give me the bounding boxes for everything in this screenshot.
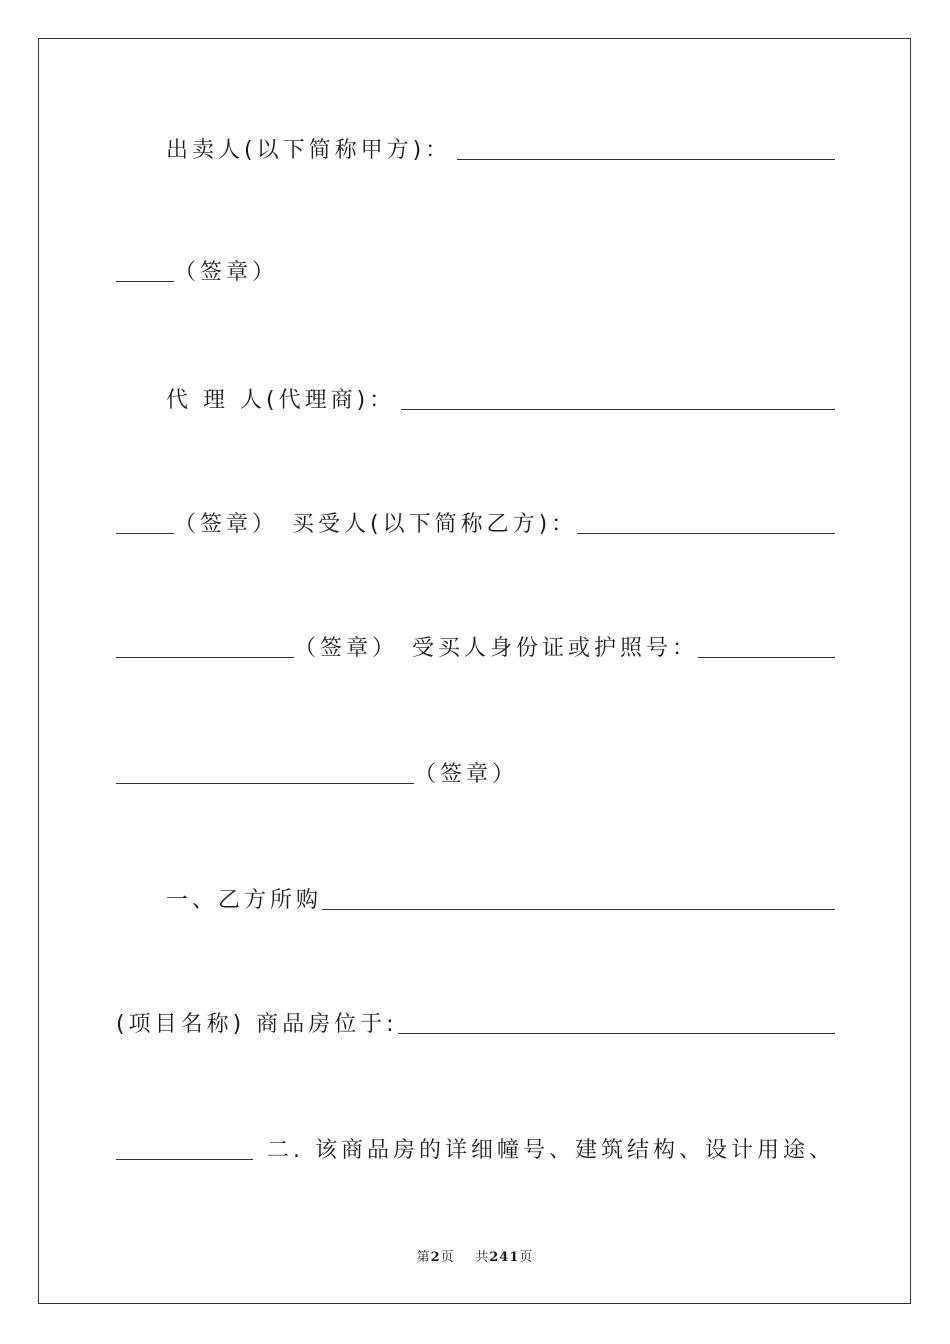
buyer-seal-id-line xyxy=(116,634,835,664)
total-prefix: 共 xyxy=(475,1250,490,1265)
seller-label: 出卖人(以下简称甲方)： xyxy=(166,138,452,163)
project-label: (项目名称) 商品房位于: xyxy=(116,1012,398,1037)
page-number: 2 xyxy=(430,1250,441,1265)
location-cont-blank[interactable] xyxy=(116,1158,253,1160)
clause-2-line xyxy=(116,1136,835,1166)
total-suffix: 页 xyxy=(519,1250,534,1265)
buyer-label: 买受人(以下简称乙方)： xyxy=(292,512,578,537)
agent-blank[interactable] xyxy=(401,408,835,410)
id-label: 受买人身份证或护照号： xyxy=(412,636,699,661)
buyer-blank[interactable] xyxy=(577,532,835,534)
buyer-seal-blank[interactable] xyxy=(116,656,294,658)
id-blank[interactable] xyxy=(698,656,835,658)
total-pages: 241 xyxy=(489,1250,520,1265)
page-border xyxy=(38,38,911,1304)
agent-line xyxy=(116,386,835,416)
seal-label: （签章） xyxy=(174,260,279,285)
seller-seal-blank[interactable] xyxy=(116,280,174,282)
clause-1-label: 一、乙方所购 xyxy=(166,888,323,913)
agent-seal-blank[interactable] xyxy=(116,532,174,534)
page-prefix: 第 xyxy=(416,1250,431,1265)
seller-blank[interactable] xyxy=(457,158,835,160)
seller-line xyxy=(116,136,835,166)
location-blank[interactable] xyxy=(398,1032,835,1034)
clause-1-line xyxy=(116,886,835,916)
clause-2-text: 二. 该商品房的详细幢号、建筑结构、设计用途、 xyxy=(267,1138,835,1163)
project-blank[interactable] xyxy=(322,908,835,910)
page-footer xyxy=(0,1246,950,1265)
seller-seal-line xyxy=(116,258,835,288)
seal-label: （签章） xyxy=(294,636,399,661)
id-seal-blank[interactable] xyxy=(116,782,414,784)
agent-label: 代 理 人(代理商)： xyxy=(166,388,396,413)
page-suffix: 页 xyxy=(440,1250,455,1265)
id-seal-line xyxy=(116,760,835,790)
seal-label: （签章） xyxy=(174,512,279,537)
agent-seal-buyer-line xyxy=(116,510,835,540)
project-location-line xyxy=(116,1010,835,1040)
seal-label: （签章） xyxy=(414,762,519,787)
